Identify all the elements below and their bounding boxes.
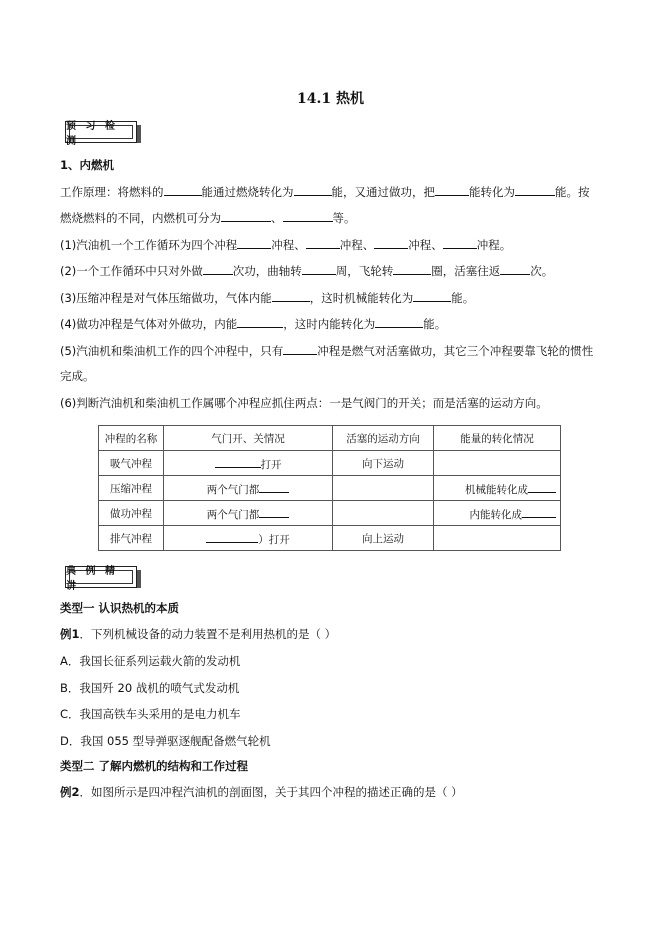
answer-blank[interactable] <box>259 480 289 493</box>
principle-line-2: 燃烧燃料的不同，内燃机可分为 、 等。 <box>60 211 356 225</box>
answer-blank[interactable] <box>237 236 271 249</box>
valve-cell: 两个气门都 <box>164 501 333 526</box>
example-label: 例1 <box>60 627 80 641</box>
stroke-name: 压缩冲程 <box>99 476 164 501</box>
question-4: (4)做功冲程是气体对外做功，内能 ，这时内能转化为 能。 <box>60 317 447 331</box>
table-row <box>99 476 561 501</box>
table-header: 气门开、关情况 <box>164 426 333 451</box>
table-header: 能量的转化情况 <box>434 426 561 451</box>
piston-cell <box>333 501 434 526</box>
answer-blank[interactable] <box>515 183 555 196</box>
answer-blank[interactable] <box>528 480 556 493</box>
answer-blank[interactable] <box>294 183 332 196</box>
type-1-heading: 类型一 认识热机的本质 <box>60 601 180 615</box>
answer-blank[interactable] <box>283 342 317 355</box>
energy-cell <box>434 451 561 476</box>
answer-blank[interactable] <box>302 262 336 275</box>
question-1: (1)汽油机一个工作循环为四个冲程 冲程、 冲程、 冲程、 冲程。 <box>60 238 512 252</box>
answer-blank[interactable] <box>306 236 340 249</box>
piston-cell: 向上运动 <box>333 526 434 551</box>
valve-cell: 两个气门都 <box>164 476 333 501</box>
answer-blank[interactable] <box>164 183 202 196</box>
question-2: (2)一个工作循环中只对外做 次功，曲轴转 周，飞轮转 圈，活塞往返 次。 <box>60 264 554 278</box>
examples-section-badge <box>65 566 137 592</box>
section-heading: 1、内燃机 <box>60 158 115 172</box>
option-b[interactable]: B．我国歼 20 战机的喷气式发动机 <box>60 681 240 695</box>
answer-blank[interactable] <box>393 262 431 275</box>
preview-section-badge <box>65 121 137 147</box>
principle-line-1: 工作原理：将燃料的 能通过燃烧转化为 能，又通过做功，把 能转化为 能。按 <box>60 185 590 199</box>
energy-cell <box>434 526 561 551</box>
answer-blank[interactable] <box>206 530 258 543</box>
option-a[interactable]: A．我国长征系列运载火箭的发动机 <box>60 654 241 668</box>
question-5-continued: 完成。 <box>60 369 95 383</box>
answer-blank[interactable] <box>500 262 530 275</box>
answer-blank[interactable] <box>413 289 451 302</box>
answer-blank[interactable] <box>283 209 333 222</box>
answer-blank[interactable] <box>215 455 261 468</box>
answer-blank[interactable] <box>522 505 556 518</box>
table-header: 活塞的运动方向 <box>333 426 434 451</box>
stroke-name: 做功冲程 <box>99 501 164 526</box>
answer-blank[interactable] <box>443 236 477 249</box>
table-row <box>99 526 561 551</box>
type-2-heading: 类型二 了解内燃机的结构和工作过程 <box>60 759 249 773</box>
question-3: (3)压缩冲程是对气体压缩做功，气体内能 ，这时机械能转化为 能。 <box>60 291 475 305</box>
example-1: 例1．下列机械设备的动力装置不是利用热机的是（ ） <box>60 627 337 641</box>
question-6: (6)判断汽油机和柴油机工作属哪个冲程应抓住两点：一是气阀门的开关；而是活塞的运动方向。 <box>60 396 548 410</box>
stroke-name: 排气冲程 <box>99 526 164 551</box>
option-d[interactable]: D．我国 055 型导弹驱逐舰配备燃气轮机 <box>60 734 271 748</box>
table-header-row <box>99 426 561 451</box>
energy-cell: 内能转化成 <box>434 501 561 526</box>
badge-label: 预 习 检 测 <box>66 121 118 147</box>
badge-label: 典 例 精 讲 <box>66 566 118 592</box>
stroke-name: 吸气冲程 <box>99 451 164 476</box>
table-row <box>99 451 561 476</box>
page-title: 14.1 热机 <box>297 91 364 107</box>
table-header: 冲程的名称 <box>99 426 164 451</box>
answer-blank[interactable] <box>237 315 283 328</box>
valve-cell: ）打开 <box>164 526 333 551</box>
example-2: 例2．如图所示是四冲程汽油机的剖面图，关于其四个冲程的描述正确的是（ ） <box>60 785 463 799</box>
table-row <box>99 501 561 526</box>
answer-blank[interactable] <box>374 236 408 249</box>
answer-blank[interactable] <box>203 262 233 275</box>
valve-cell: 打开 <box>164 451 333 476</box>
answer-blank[interactable] <box>259 505 289 518</box>
question-5: (5)汽油机和柴油机工作的四个冲程中，只有 冲程是燃气对活塞做功，其它三个冲程要靠飞轮的惯性 <box>60 344 594 358</box>
answer-blank[interactable] <box>435 183 469 196</box>
energy-cell: 机械能转化成 <box>434 476 561 501</box>
answer-blank[interactable] <box>272 289 310 302</box>
example-label: 例2 <box>60 785 80 799</box>
answer-blank[interactable] <box>221 209 271 222</box>
piston-cell <box>333 476 434 501</box>
answer-blank[interactable] <box>375 315 423 328</box>
option-c[interactable]: C．我国高铁车头采用的是电力机车 <box>60 707 241 721</box>
stroke-table <box>98 425 561 551</box>
piston-cell: 向下运动 <box>333 451 434 476</box>
